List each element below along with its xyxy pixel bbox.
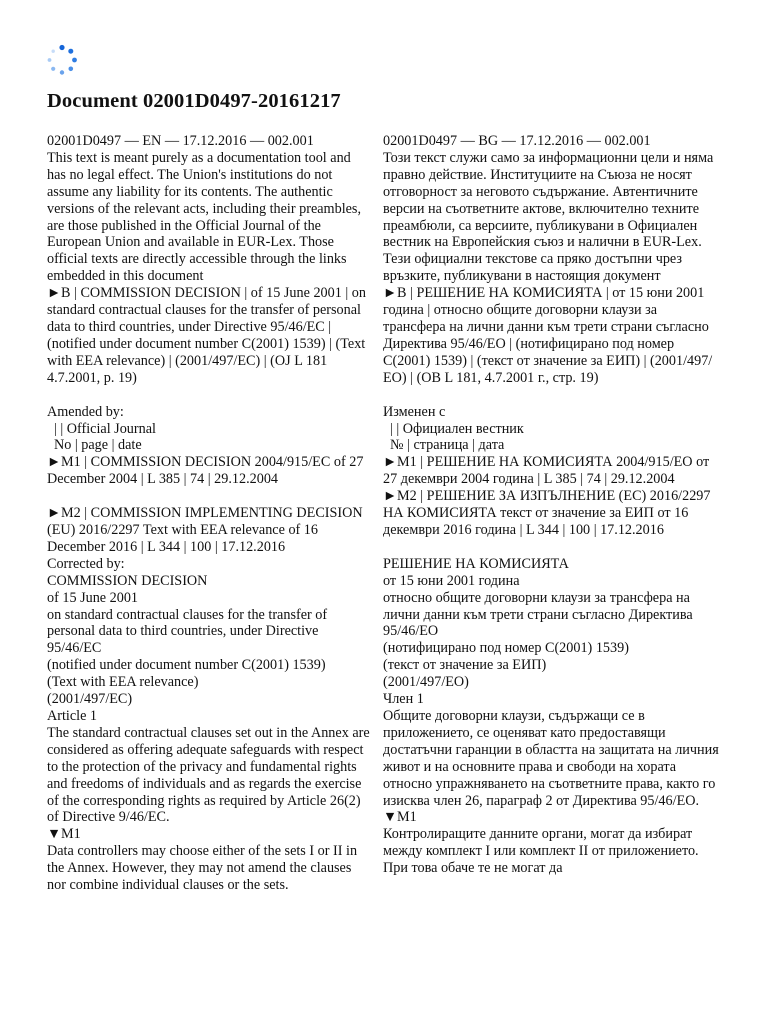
left-paragraph: 02001D0497 — EN — 17.12.2016 — 002.001 [47,133,314,149]
left-paragraph: Amended by: [47,403,124,420]
left-paragraph: (Text with EEA relevance) [47,674,199,691]
paragraph-gap [383,539,723,556]
left-paragraph: ►M2 | COMMISSION IMPLEMENTING DECISION (EU) 2016/2297 Text with EEA relevance of 16 December 2016 | L 344 | 100 | 17.12.2016 [47,505,363,555]
left-paragraph: (notified under document number C(2001) 1539) [47,657,326,674]
right-paragraph: Контролиращите данните органи, могат да избират между комплект I или комплект II от приложението. При това обаче те не могат да [383,826,699,877]
right-paragraph: от 15 юни 2001 година [383,572,520,589]
paragraph-gap [47,387,372,404]
right-paragraph: Този текст служи само за информационни цели и няма правно действие. Институциите на Съюза не носят отговорност за неговото съдържание. Автентичните версии на съответните актове, включително техните преамбюли, са версиите, публикувани в Официален вестник на Европейския съюз и налични в EUR-Lex. Тези официални текстове са пряко достъпни чрез връзките, публикувани в настоящия документ [383,149,714,285]
left-paragraph: Article 1 [47,708,98,724]
right-paragraph: относно общите договорни клаузи за трансфера на лични данни към трети страни съгласно Директива 95/46/ЕО [383,589,693,640]
right-paragraph: 02001D0497 — BG — 17.12.2016 — 002.001 [383,133,651,149]
left-paragraph: (2001/497/EC) [47,691,133,708]
right-paragraph: ►B | РЕШЕНИЕ НА КОМИСИЯТА | от 15 юни 2001 година | относно общите договорни клаузи за трансфера на лични данни към трети страни съгласно Директива 95/46/ЕО | (нотифицирано под номер C(2001) 1539) | (текст от значение за ЕИП) | (2001/497/ЕО) | (ОВ L 181, 4.7.2001 г., стр. 19) [383,285,713,386]
left-paragraph: Corrected by: [47,555,125,572]
left-paragraph: ►M1 | COMMISSION DECISION 2004/915/EC of 27 December 2004 | L 385 | 74 | 29.12.2004 [47,454,364,488]
paragraph-gap [47,488,372,505]
right-paragraph: РЕШЕНИЕ НА КОМИСИЯТА [383,555,569,572]
loading-spinner-icon [46,44,78,76]
right-paragraph: ▼M1 [383,809,417,826]
left-paragraph: of 15 June 2001 [47,589,139,606]
left-paragraph: ▼M1 [47,826,81,843]
right-paragraph: № | страница | дата [390,437,505,454]
right-paragraph: ►M2 | РЕШЕНИЕ ЗА ИЗПЪЛНЕНИЕ (ЕС) 2016/2297 НА КОМИСИЯТА текст от значение за ЕИП от 16 декември 2016 година | L 344 | 100 | 17.12.2016 [383,488,711,538]
left-paragraph: | | Official Journal [54,420,156,437]
left-paragraph: No | page | date [54,437,142,454]
left-paragraph: on standard contractual clauses for the transfer of personal data to third countries, under Directive 95/46/EC [47,606,328,657]
right-paragraph: Изменен с [383,403,446,420]
english-column [47,133,372,894]
left-paragraph: The standard contractual clauses set out in the Annex are considered as offering adequate safeguards with respect to the protection of the privacy and fundamental rights and freedoms of individuals and as regards the exercise of the corresponding rights as required by Article 26(2) of Directive 9/46/EC. [47,724,370,826]
left-paragraph: Data controllers may choose either of the sets I or II in the Annex. However, they may not amend the clauses nor combine individual clauses or the sets. [47,843,358,894]
left-paragraph: This text is meant purely as a documentation tool and has no legal effect. The Union's institutions do not assume any liability for its contents. The authentic versions of the relevant acts, including their preambles, are those published in the Official Journal of the European Union and available in EUR-Lex. Those official texts are directly accessible through the links embedded in this document [47,149,361,285]
right-paragraph: (текст от значение за ЕИП) [383,657,547,674]
right-paragraph: Общите договорни клаузи, съдържащи се в приложението, се оценяват като предоставящи достатъчни гаранции в областта на защитата на личния живот и на основните права и свободи на хората относно упражняването на съответните права, както го изисква член 26, параграф 2 от Директива 95/46/ЕО. [383,708,719,809]
bulgarian-column [383,133,723,877]
right-paragraph: (нотифицирано под номер C(2001) 1539) [383,640,629,657]
left-paragraph: COMMISSION DECISION [47,572,208,589]
paragraph-gap [383,387,723,404]
right-paragraph: ►M1 | РЕШЕНИЕ НА КОМИСИЯТА 2004/915/ЕО от 27 декември 2004 година | L 385 | 74 | 29.12.2004 [383,454,710,488]
right-paragraph: | | Официален вестник [390,420,524,437]
right-paragraph: Член 1 [383,691,424,708]
right-paragraph: (2001/497/ЕО) [383,674,469,691]
left-paragraph: ►B | COMMISSION DECISION | of 15 June 2001 | on standard contractual clauses for the transfer of personal data to third countries, under Directive 95/46/EC | (notified under document number C(2001) 1539) | (Text with EEA relevance) | (2001/497/EC) | (OJ L 181 4.7.2001, p. 19) [47,285,366,386]
document-title: Document 02001D0497-20161217 [47,90,341,112]
